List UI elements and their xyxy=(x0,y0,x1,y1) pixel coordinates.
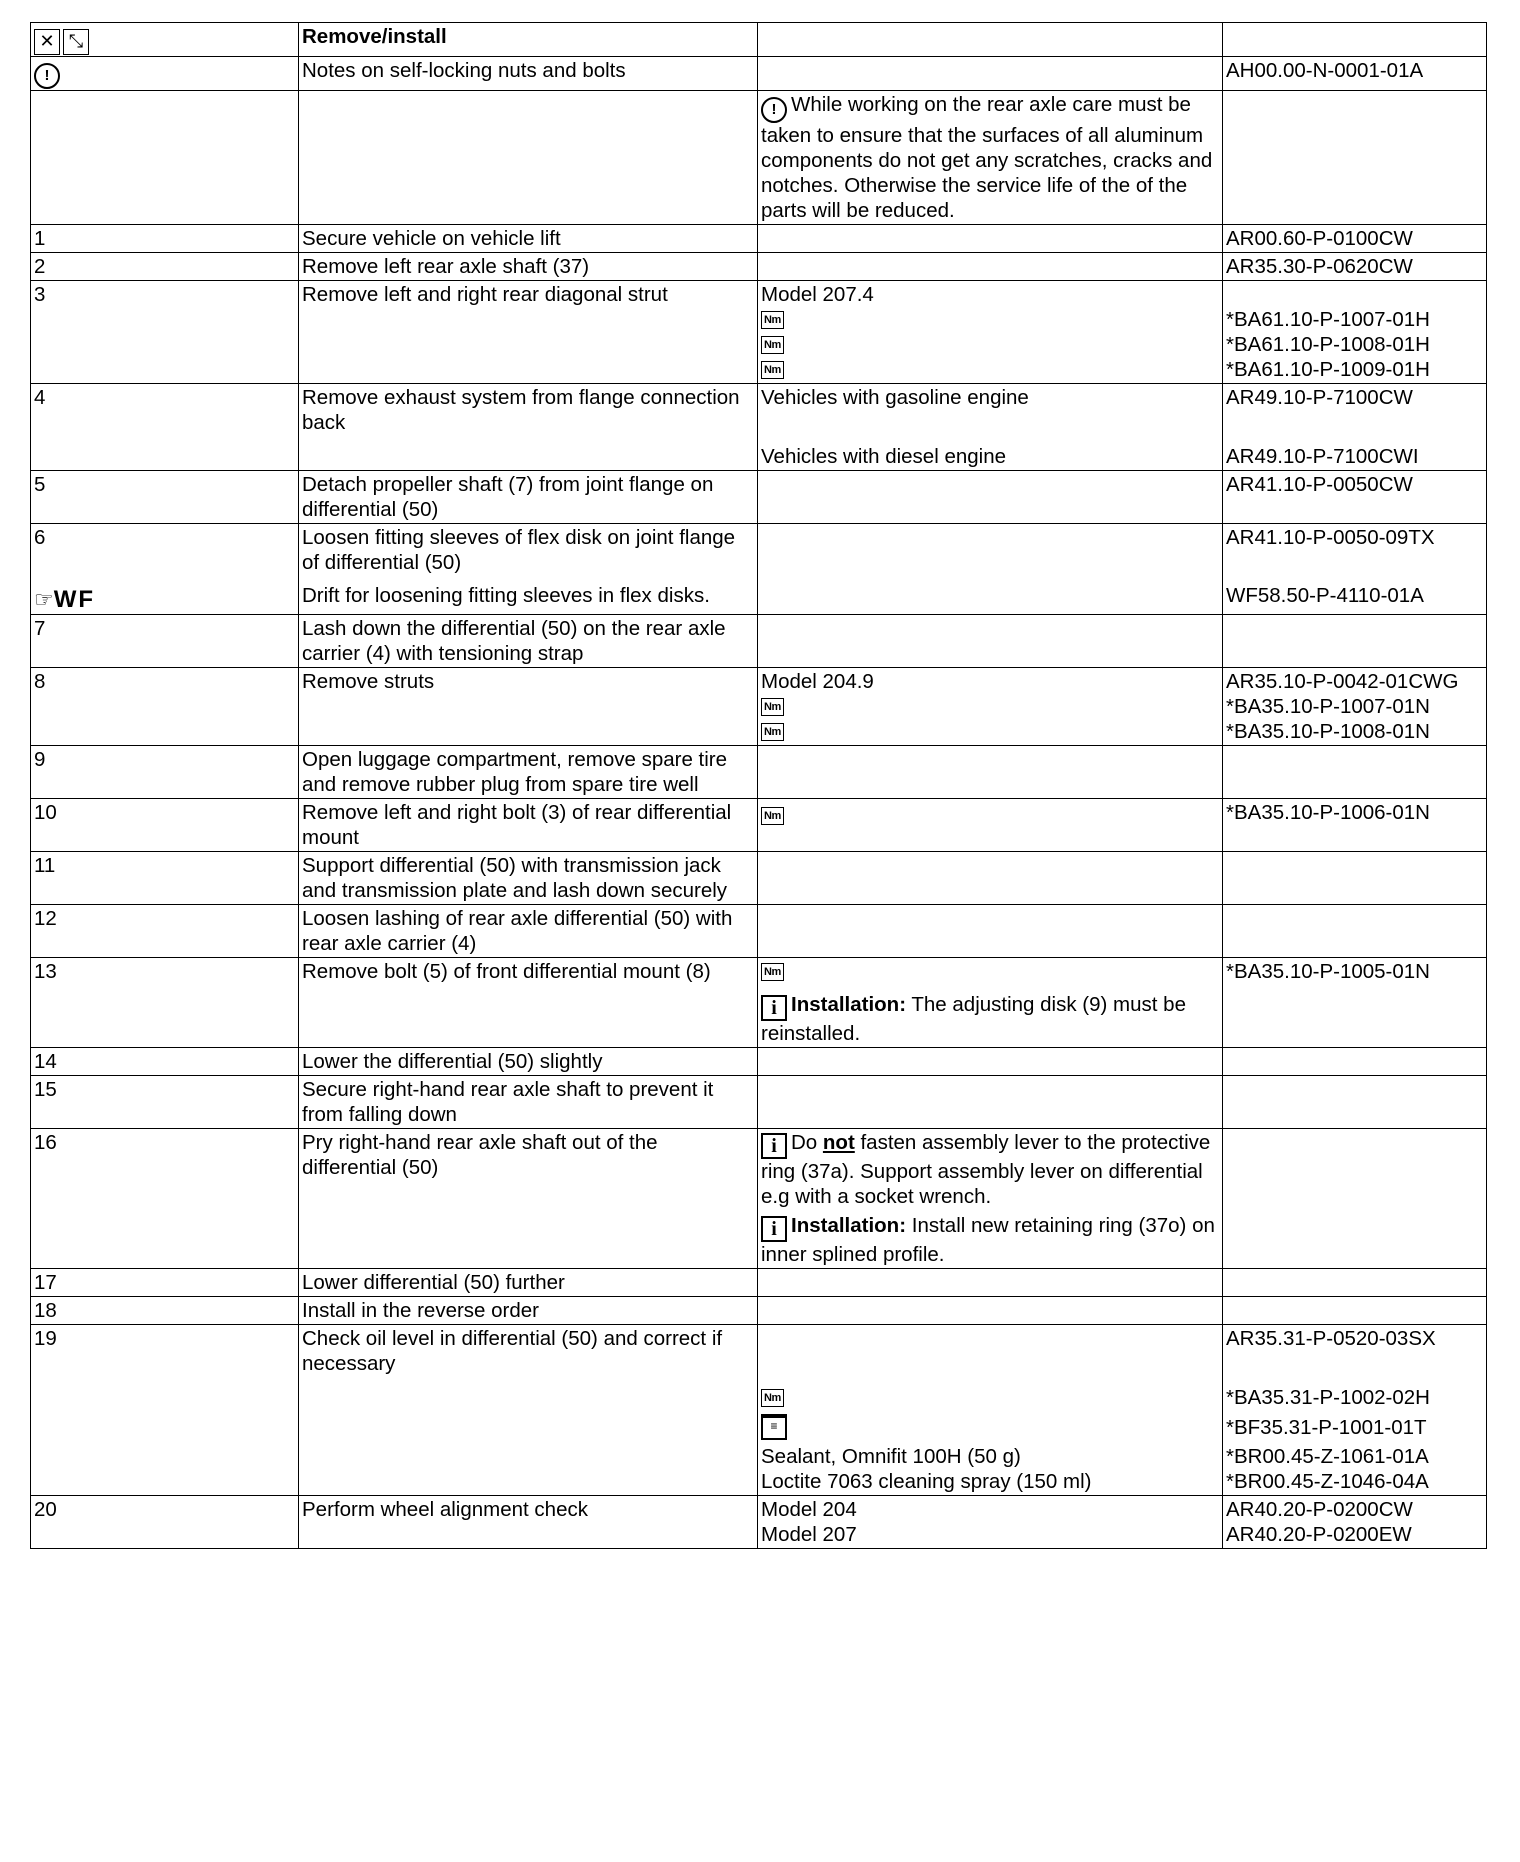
torque-icon[interactable]: Nm xyxy=(761,807,784,825)
step-text: Remove bolt (5) of front differential mount (8) xyxy=(299,958,758,1048)
step-number: 15 xyxy=(31,1076,299,1129)
table-row xyxy=(31,1076,1487,1129)
warning-icon: ! xyxy=(761,97,787,123)
reference-link[interactable]: *BA35.10-P-1008-01N xyxy=(1226,720,1430,743)
workshop-equipment-label: WF xyxy=(53,586,96,613)
installation-note-text: The adjusting disk (9) must be reinstalled. xyxy=(761,993,1186,1045)
tool-text: Drift for loosening fitting sleeves in flex disks. xyxy=(302,584,710,607)
info-icon: i xyxy=(761,1133,787,1159)
table-row xyxy=(31,852,1487,905)
step-number: 7 xyxy=(31,615,299,668)
step-number: 5 xyxy=(31,471,299,524)
table-row xyxy=(31,384,1487,471)
reference-link[interactable]: *BF35.31-P-1001-01T xyxy=(1226,1415,1427,1439)
step-text: Install in the reverse order xyxy=(299,1297,758,1325)
step-number: 13 xyxy=(31,958,299,1048)
header-title: Remove/install xyxy=(299,23,758,57)
sealant-label: Sealant, Omnifit 100H (50 g) xyxy=(761,1445,1021,1468)
step-number: 6 xyxy=(34,526,46,549)
reference-link[interactable]: AR41.10-P-0050-09TX xyxy=(1226,526,1435,549)
info-icon: i xyxy=(761,1216,787,1242)
step-text: Support differential (50) with transmission jack and transmission plate and lash down securely xyxy=(299,852,758,905)
reference-link[interactable]: AR41.10-P-0050CW xyxy=(1223,471,1487,524)
spray-label: Loctite 7063 cleaning spray (150 ml) xyxy=(761,1470,1092,1493)
warning-icon: ! xyxy=(34,63,60,89)
reference-link[interactable]: *BA61.10-P-1007-01H xyxy=(1226,308,1430,331)
condition-label: Vehicles with gasoline engine xyxy=(761,386,1029,409)
installation-label: Installation: xyxy=(791,1214,907,1237)
table-row xyxy=(31,281,1487,384)
step-text: Open luggage compartment, remove spare tire and remove rubber plug from spare tire well xyxy=(299,746,758,799)
table-row xyxy=(31,91,1487,225)
installation-label: Installation: xyxy=(791,993,907,1016)
table-row xyxy=(31,1129,1487,1269)
install-icon: ⤡ xyxy=(63,29,89,55)
aluminum-note-text: While working on the rear axle care must be taken to ensure that the surfaces of all aluminum components do not get any scratches, cracks and notches. Otherwise the service life of the of the parts will be reduced. xyxy=(761,93,1213,222)
table-row xyxy=(31,746,1487,799)
condition-label: Vehicles with diesel engine xyxy=(761,445,1007,468)
reference-link[interactable]: AR35.31-P-0520-03SX xyxy=(1226,1327,1436,1350)
procedure-table xyxy=(30,22,1487,1549)
step-number: 20 xyxy=(31,1496,299,1549)
step-number: 16 xyxy=(31,1129,299,1269)
table-row xyxy=(31,615,1487,668)
step-text: Remove left and right rear diagonal strut xyxy=(299,281,758,384)
step-text: Secure right-hand rear axle shaft to prevent it from falling down xyxy=(299,1076,758,1129)
step-number: 17 xyxy=(31,1269,299,1297)
remove-icon: ✕ xyxy=(34,29,60,55)
step-text: Lower differential (50) further xyxy=(299,1269,758,1297)
reference-link[interactable]: *BR00.45-Z-1061-01A xyxy=(1226,1445,1429,1468)
emphasis-text: not xyxy=(822,1131,855,1154)
step-number: 8 xyxy=(31,668,299,746)
step-number: 11 xyxy=(31,852,299,905)
header-icons xyxy=(31,23,299,57)
reference-link[interactable]: AR40.20-P-0200CW xyxy=(1226,1498,1413,1521)
table-row xyxy=(31,958,1487,1048)
step-number: 9 xyxy=(31,746,299,799)
model-label: Model 207 xyxy=(761,1523,857,1546)
step-text: Remove left and right bolt (3) of rear differential mount xyxy=(299,799,758,852)
reference-link[interactable]: *BA61.10-P-1009-01H xyxy=(1226,358,1430,381)
reference-link[interactable]: *BA35.10-P-1007-01N xyxy=(1226,695,1430,718)
step-number: 4 xyxy=(31,384,299,471)
step-text: Lash down the differential (50) on the rear axle carrier (4) with tensioning strap xyxy=(299,615,758,668)
step-text: Perform wheel alignment check xyxy=(299,1496,758,1549)
step-text: Loosen fitting sleeves of flex disk on joint flange of differential (50) xyxy=(302,526,736,574)
step-text: Remove struts xyxy=(299,668,758,746)
reference-link[interactable]: AR49.10-P-7100CWI xyxy=(1226,445,1419,468)
table-row xyxy=(31,1048,1487,1076)
torque-icon[interactable]: Nm xyxy=(761,336,784,354)
info-icon: i xyxy=(761,995,787,1021)
torque-icon[interactable]: Nm xyxy=(761,698,784,716)
step-text: Remove exhaust system from flange connection back xyxy=(299,384,758,471)
step-number: 19 xyxy=(31,1325,299,1496)
step-text: Detach propeller shaft (7) from joint flange on differential (50) xyxy=(299,471,758,524)
table-row xyxy=(31,668,1487,746)
model-label: Model 207.4 xyxy=(761,283,874,306)
torque-icon[interactable]: Nm xyxy=(761,723,784,741)
step-number: 2 xyxy=(31,253,299,281)
reference-link[interactable]: *BR00.45-Z-1046-04A xyxy=(1226,1470,1429,1493)
table-row xyxy=(31,1325,1487,1496)
step-text: Check oil level in differential (50) and correct if necessary xyxy=(299,1325,758,1496)
table-row xyxy=(31,524,1487,615)
installation-note xyxy=(761,1213,1218,1267)
step-number: 18 xyxy=(31,1297,299,1325)
table-row xyxy=(31,905,1487,958)
reference-link[interactable]: *BA35.31-P-1002-02H xyxy=(1226,1386,1430,1409)
step-number: 10 xyxy=(31,799,299,852)
torque-icon[interactable]: Nm xyxy=(761,311,784,329)
installation-note xyxy=(761,992,1218,1046)
pointing-hand-icon: ☞ xyxy=(34,587,54,612)
step-text: Pry right-hand rear axle shaft out of the differential (50) xyxy=(299,1129,758,1269)
reference-link[interactable]: AR35.10-P-0042-01CWG xyxy=(1226,670,1459,693)
reference-link[interactable]: AR35.30-P-0620CW xyxy=(1223,253,1487,281)
reference-link[interactable]: *BA35.10-P-1005-01N xyxy=(1223,958,1487,1048)
torque-icon[interactable]: Nm xyxy=(761,361,784,379)
table-row xyxy=(31,1496,1487,1549)
table-row xyxy=(31,225,1487,253)
table-row xyxy=(31,799,1487,852)
step-text: Loosen lashing of rear axle differential (50) with rear axle carrier (4) xyxy=(299,905,758,958)
reference-link[interactable]: AR40.20-P-0200EW xyxy=(1226,1523,1412,1546)
table-row xyxy=(31,1269,1487,1297)
torque-icon[interactable]: Nm xyxy=(761,963,784,981)
model-label: Model 204.9 xyxy=(761,670,874,693)
model-label: Model 204 xyxy=(761,1498,857,1521)
notes-ref-link[interactable]: AH00.00-N-0001-01A xyxy=(1223,57,1487,91)
installation-note-text: Install new retaining ring (37o) on inner splined profile. xyxy=(761,1214,1215,1266)
reference-link[interactable]: AR00.60-P-0100CW xyxy=(1223,225,1487,253)
step-number: 1 xyxy=(31,225,299,253)
step-number: 12 xyxy=(31,905,299,958)
fluid-icon[interactable]: ≡ xyxy=(761,1414,787,1440)
table-row xyxy=(31,471,1487,524)
step-number: 3 xyxy=(31,281,299,384)
table-row xyxy=(31,1297,1487,1325)
reference-link[interactable]: *BA61.10-P-1008-01H xyxy=(1226,333,1430,356)
caution-note: i Do not fasten assembly lever to the protective ring (37a). Support assembly lever on differential e.g with a socket wrench. xyxy=(761,1131,1211,1208)
reference-link[interactable]: AR49.10-P-7100CW xyxy=(1226,386,1413,409)
step-text: Lower the differential (50) slightly xyxy=(299,1048,758,1076)
table-row xyxy=(31,57,1487,91)
step-text: Secure vehicle on vehicle lift xyxy=(299,225,758,253)
table-row xyxy=(31,23,1487,57)
reference-link[interactable]: *BA35.10-P-1006-01N xyxy=(1223,799,1487,852)
step-text: Remove left rear axle shaft (37) xyxy=(299,253,758,281)
step-number: 14 xyxy=(31,1048,299,1076)
notes-text: Notes on self-locking nuts and bolts xyxy=(299,57,758,91)
aluminum-note xyxy=(758,91,1223,225)
tool-reference-link[interactable]: WF58.50-P-4110-01A xyxy=(1226,584,1424,607)
torque-icon[interactable]: Nm xyxy=(761,1389,784,1407)
table-row xyxy=(31,253,1487,281)
